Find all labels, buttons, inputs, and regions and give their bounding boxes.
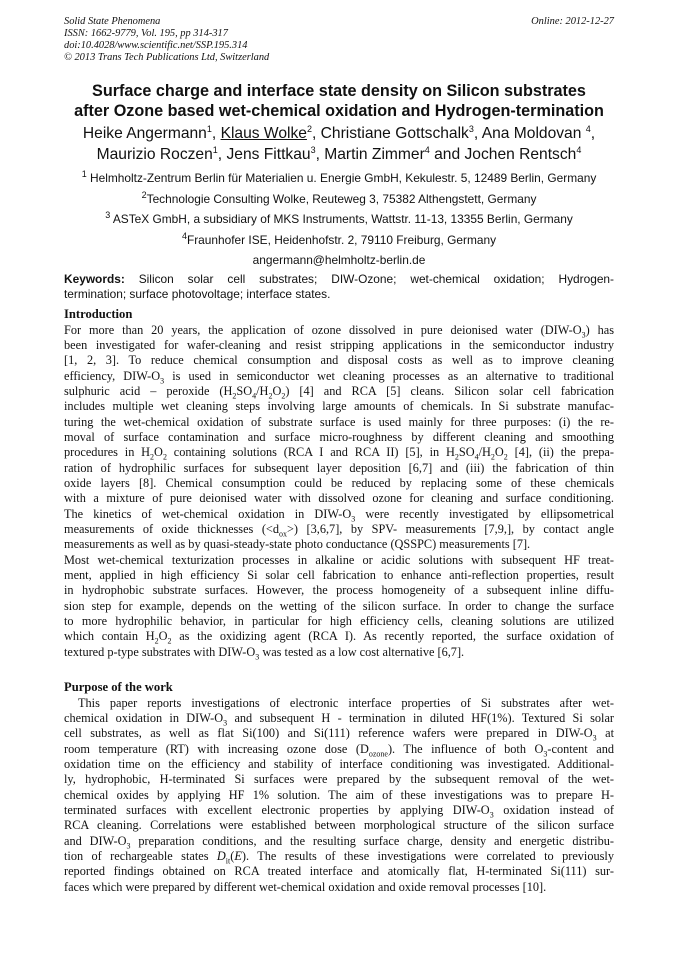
author-affiliation-mark: 1 — [206, 123, 212, 134]
author-affiliation-mark: 3 — [310, 144, 316, 155]
introduction-section — [64, 307, 614, 660]
separator: , — [311, 125, 317, 142]
journal-name: Solid State Phenomena — [64, 16, 161, 27]
author-affiliation-mark: 4 — [576, 144, 582, 155]
text-line: measurements of oxide thicknesses $(<d_{ox}>)$ [3,6,7], by SPV- measurements [7,9,], by contact angle — [64, 521, 614, 539]
paper-title — [40, 81, 638, 121]
author-affiliation-mark: 4 — [424, 144, 430, 155]
text-line: ration of hydrophilic surfaces for subsequent layer deposition [6,7] and (iii) the fabrication of thin — [64, 460, 614, 475]
online-date-text: Online: 2012-12-27 — [531, 16, 614, 27]
affiliation — [40, 168, 638, 189]
doi-line: doi:10.4028/www.scientific.net/SSP.195.314 — [64, 40, 248, 51]
affiliation — [40, 209, 638, 230]
affiliation-text: Fraunhofer ISE, Heidenhofstr. 2, 79110 Freiburg, Germany — [186, 232, 497, 247]
keywords-line: termination; surface photovoltage; interface states. — [64, 286, 331, 301]
title-line-2: after Ozone based wet-chemical oxidation and Hydrogen-termination — [74, 102, 604, 120]
text-line: oxidation time on the efficiency and stability of interface conditioning was investigated. Additional- — [64, 756, 614, 771]
journal-header — [64, 16, 269, 64]
author-line-2 — [30, 144, 648, 165]
text-line: and DIW-$O_3$ preparation conditions, and the resulting surface charge, density and energetic distribu- — [64, 833, 614, 851]
text-line: chemical oxides by applying HF 1% solution. The aim of these investigations was to prepare H- — [64, 787, 614, 802]
keywords-text: Silicon solar cell substrates; DIW-Ozone; wet-chemical oxidation; Hydrogen- — [138, 272, 615, 286]
affiliation-mark: 1 — [81, 169, 87, 180]
text-line: procedures in $H_2O_2$ containing solutions (RCA I and RCA II) [5], in $H_2SO_4/H_2O_2$ [4], (ii) the prepa- — [64, 445, 614, 462]
text-line: cell substrates, as well as flat Si(100) and Si(111) reference wafers were prepared in DIW-$O_3$ at — [64, 726, 615, 743]
author-name: Christiane Gottschalk — [320, 125, 469, 142]
text-line: includes multiple wet cleaning steps involving large amounts of chemicals. In Si substrate manufac- — [64, 399, 614, 414]
text-line: turing the wet-chemical oxidation of substrate surface is used mainly for three purposes: (i) the re- — [64, 414, 614, 429]
text-line: moval of surface contamination and surface micro-roughness by different cleaning and smoothing — [64, 429, 614, 444]
author-affiliation-mark: 2 — [306, 123, 312, 134]
text-line: in hydrophobic substrate surfaces. However, the process homogeneity of a subsequent inline diffu- — [64, 583, 614, 598]
purpose-section — [64, 680, 614, 895]
text-line: faces which were prepared by different wet-chemical oxidation and oxide removal processes [10]. — [64, 879, 547, 894]
author-name: Jochen Rentsch — [464, 146, 577, 163]
author-name: Klaus Wolke — [220, 125, 307, 142]
author-affiliation-mark: 3 — [468, 123, 474, 134]
affiliation-mark: 2 — [141, 189, 147, 200]
text-line: [1, 2, 3]. To reduce chemical consumption and disposal costs as well as to improve cleaning — [64, 353, 614, 368]
text-line: RCA cleaning. Correlations were established between morphological structure of the silicon surface — [64, 818, 614, 833]
affiliations — [40, 168, 638, 271]
author-list — [30, 123, 648, 165]
affiliation-text: ASTeX GmbH, a subsidiary of MKS Instruments, Wattstr. 11-13, 13355 Berlin, Germany — [112, 212, 573, 227]
author-affiliation-mark: 1 — [212, 144, 218, 155]
text-line: The kinetics of wet-chemical oxidation in DIW-$O_3$ were recently investigated by ellipsometrical — [64, 506, 614, 524]
separator: , — [590, 125, 596, 142]
contact-email: angermann@helmholtz-berlin.de — [252, 253, 426, 268]
affiliation-text: Technologie Consulting Wolke, Reuteweg 3, 75382 Althengstett, Germany — [146, 191, 537, 206]
text-line: sion step for example, depends on the wetting of the silicon surface. In order to change the surface — [64, 598, 614, 613]
keywords — [64, 272, 614, 301]
text-line: Most wet-chemical texturization processes in alkaline or acidic solutions with subsequent HF treat- — [64, 552, 614, 567]
affiliation-text: Helmholtz-Zentrum Berlin für Materialien u. Energie GmbH, Kekulestr. 5, 12489 Berlin, Germany — [90, 171, 597, 185]
text-line: oxide layers [8]. Chemical consumption could be reduced by replacing some of these chemicals — [64, 475, 614, 490]
text-line: sulphuric acid – peroxide $(H_2SO_4/H_2O_2)$ [4] and RCA [5] cleans. Silicon solar cell fabrication — [64, 383, 614, 401]
text-line: room temperature (RT) with increasing ozone dose $(D_{ozone})$. The influence of both $O_3$-content and — [64, 741, 614, 758]
affiliation — [40, 189, 638, 210]
issn-line: ISSN: 1662-9779, Vol. 195, pp 314-317 — [64, 28, 228, 39]
section-heading: Introduction — [64, 307, 133, 321]
text-line: measurements as well as by quasi-steady-state photo conductance (QSSPC) measurements [7]. — [64, 537, 531, 552]
text-line: textured p-type substrates with DIW-$O_3$ was tested as a low cost alternative [6,7]. — [64, 644, 465, 662]
copyright-line: © 2013 Trans Tech Publications Ltd, Switzerland — [64, 52, 270, 63]
text-line: chemical oxidation in DIW-$O_3$ and subsequent H - termination in diluted HF(1%). Textured Si solar — [64, 710, 614, 728]
text-line: to more hydrophilic behavior, in particular for high efficiency cells, cleaning solutions are utilized — [64, 614, 614, 629]
text-line: been investigated for wafer-cleaning and resist stripping applications in the semiconductor industry — [64, 337, 614, 352]
text-line: ment, applied in high efficiency Si solar cell fabrication to enhance anti-reflection properties, result — [64, 568, 614, 582]
separator: , — [217, 146, 223, 163]
author-name: Martin Zimmer — [324, 146, 425, 163]
author-name: Jens Fittkau — [226, 146, 311, 163]
author-name: Maurizio Roczen — [96, 146, 213, 163]
text-line: with a mixture of pure deionised water with dissolved ozone for cleaning and surface conditioning. — [64, 491, 614, 506]
author-affiliation-mark: 4 — [585, 123, 591, 134]
text-line: tion of rechargeable states $D_{it}(E)$. The results of these investigations were correlated to previously — [64, 848, 614, 866]
separator: , — [211, 125, 217, 142]
separator: , — [473, 125, 479, 142]
section-heading: Purpose of the work — [64, 680, 173, 694]
text-line: terminated surfaces with excellent electronic properties by applying DIW-$O_3$ oxidation instead of — [64, 802, 614, 820]
affiliation — [40, 230, 638, 251]
keywords-label: Keywords: — [64, 272, 125, 286]
affiliation-mark: 4 — [181, 230, 187, 241]
text-line: reported findings obtained on RCA treated interface and atomically flat, H-terminated Si(111) sur- — [64, 864, 614, 879]
author-line-1 — [30, 123, 648, 144]
conjunction: and — [434, 146, 461, 163]
text-line: This paper reports investigations of electronic interface properties of Si substrates after wet- — [78, 695, 614, 710]
title-line-1: Surface charge and interface state density on Silicon substrates — [92, 82, 586, 100]
author-name: Heike Angermann — [82, 125, 207, 142]
text-line: ly, hydrophobic, H-terminated Si surfaces were prepared by the subsequent removal of the wet- — [64, 772, 614, 787]
text-line: For more than 20 years, the application of ozone dissolved in pure deionised water $(DIW-O_3)$ has — [64, 322, 615, 339]
keywords-line — [64, 272, 614, 287]
text-line: which contain $H_2O_2$ as the oxidizing agent (RCA I). As recently reported, the surface oxidation of — [64, 629, 614, 646]
affiliation-mark: 3 — [105, 210, 111, 221]
author-name: Ana Moldovan — [481, 125, 582, 142]
separator: , — [315, 146, 320, 163]
online-date — [531, 16, 614, 28]
text-line: efficiency, DIW-$O_3$ is used in semiconductor wet cleaning processes as an alternative to traditional — [64, 368, 614, 385]
